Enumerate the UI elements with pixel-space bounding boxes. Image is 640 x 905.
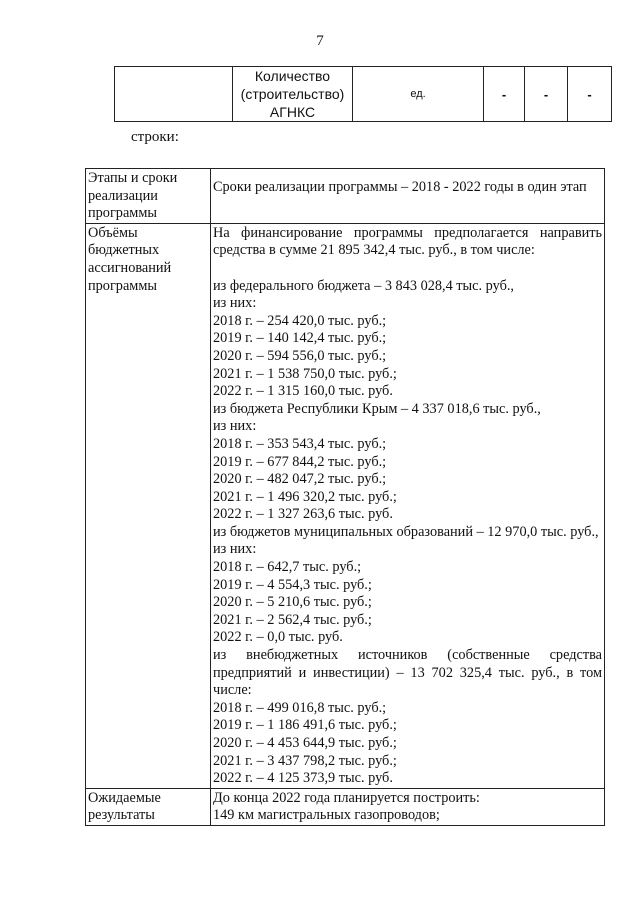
municipal-year: 2018 г. – 642,7 тыс. руб.; [213, 559, 362, 576]
crimea-title: из бюджета Республики Крым – 4 337 018,6 тыс. руб., [213, 400, 541, 417]
crimea-sub: из них: [213, 418, 257, 435]
indicator-unit: ед. [353, 67, 484, 122]
empty-cell [115, 67, 233, 122]
federal-year: 2021 г. – 1 538 750,0 тыс. руб.; [213, 365, 397, 382]
row-label-results: Ожидаемые результаты [86, 788, 211, 825]
results-line: 149 км магистральных газопроводов; [213, 807, 440, 824]
extrabudget-year: 2022 г. – 4 125 373,9 тыс. руб. [213, 770, 393, 787]
funding-content [211, 223, 605, 788]
extrabudget-year: 2021 г. – 3 437 798,2 тыс. руб.; [213, 752, 397, 769]
spacer [213, 260, 602, 278]
indicator-value: - [484, 67, 525, 122]
table-row [86, 223, 605, 788]
indicator-value: - [525, 67, 568, 122]
crimea-year: 2022 г. – 1 327 263,6 тыс. руб. [213, 506, 393, 523]
crimea-year: 2021 г. – 1 496 320,2 тыс. руб.; [213, 488, 397, 505]
municipal-year: 2021 г. – 2 562,4 тыс. руб.; [213, 611, 372, 628]
municipal-title: из бюджетов муниципальных образований – 12 970,0 тыс. руб., [213, 523, 599, 540]
extrabudget-year: 2019 г. – 1 186 491,6 тыс. руб.; [213, 717, 397, 734]
extrabudget-title: из внебюджетных источников (собственные средства предприятий и инвестиции) – 13 702 325,4 тыс. руб., в том числе: [213, 647, 602, 699]
federal-sub: из них: [213, 295, 257, 312]
row-label-funding: Объёмы бюджетных ассигнований программы [86, 223, 211, 788]
federal-year: 2018 г. – 254 420,0 тыс. руб.; [213, 312, 387, 329]
municipal-sub: из них: [213, 541, 257, 558]
extrabudget-year: 2018 г. – 499 016,8 тыс. руб.; [213, 699, 387, 716]
table-row [86, 788, 605, 825]
row-label-stages: Этапы и сроки реализации программы [86, 169, 211, 224]
federal-year: 2022 г. – 1 315 160,0 тыс. руб. [213, 383, 393, 400]
table-row [115, 67, 612, 122]
program-passport-table [85, 168, 605, 826]
indicator-name: Количество (строительство) АГНКС [233, 67, 353, 122]
funding-intro: На финансирование программы предполагается направить средства в сумме 21 895 342,4 тыс. руб., в том числе: [213, 224, 602, 259]
crimea-year: 2019 г. – 677 844,2 тыс. руб.; [213, 453, 387, 470]
federal-title: из федерального бюджета – 3 843 028,4 тыс. руб., [213, 277, 514, 294]
stages-value: Сроки реализации программы – 2018 - 2022 годы в один этап [213, 179, 587, 195]
table-row [86, 169, 605, 224]
crimea-year: 2020 г. – 482 047,2 тыс. руб.; [213, 471, 387, 488]
indicator-value: - [568, 67, 612, 122]
page-number: 7 [316, 33, 324, 49]
indicators-table-fragment [114, 66, 612, 122]
federal-year: 2019 г. – 140 142,4 тыс. руб.; [213, 330, 387, 347]
municipal-year: 2020 г. – 5 210,6 тыс. руб.; [213, 594, 372, 611]
federal-year: 2020 г. – 594 556,0 тыс. руб.; [213, 347, 387, 364]
stages-text [211, 169, 605, 224]
extrabudget-year: 2020 г. – 4 453 644,9 тыс. руб.; [213, 735, 397, 751]
results-line: До конца 2022 года планируется построить: [213, 789, 480, 806]
lead-text: строки: [131, 129, 179, 145]
municipal-year: 2022 г. – 0,0 тыс. руб. [213, 629, 343, 646]
crimea-year: 2018 г. – 353 543,4 тыс. руб.; [213, 435, 387, 452]
results-content [211, 788, 605, 825]
municipal-year: 2019 г. – 4 554,3 тыс. руб.; [213, 576, 372, 593]
